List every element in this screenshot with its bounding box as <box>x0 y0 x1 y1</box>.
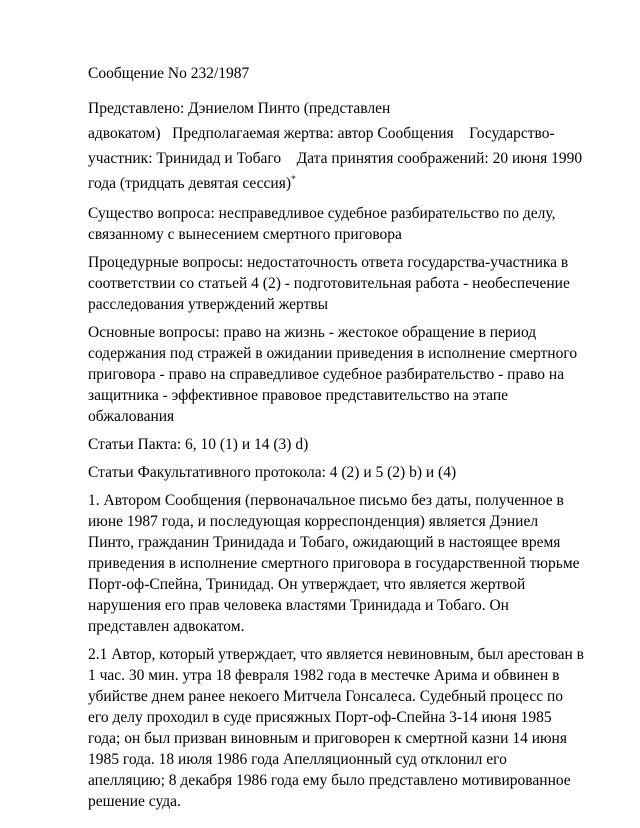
covenant-articles <box>88 434 600 455</box>
text-line <box>88 171 600 196</box>
text-line <box>88 434 600 455</box>
text-line <box>88 146 600 171</box>
text-run: Сообщение No 232/1987 <box>88 65 250 82</box>
text-run: адвокатом) Предполагаемая жертва: автор Сообщения Государство- <box>88 125 555 142</box>
text-run: года (тридцать девятая сессия) <box>88 175 291 192</box>
communication-number <box>88 61 600 86</box>
substantive-issues <box>88 322 600 427</box>
text-run: Порт-оф-Спейна, Тринидад. Он утверждает, что является жертвой <box>88 576 526 593</box>
text-line <box>88 322 600 343</box>
text-run: представлен адвокатом. <box>88 618 245 635</box>
case-metadata <box>88 96 600 196</box>
text-run: Статьи Факультативного протокола: 4 (2) и 5 (2) b) и (4) <box>88 464 457 481</box>
text-run: 2.1 Автор, который утверждает, что является невиновным, был арестован в <box>88 646 584 663</box>
text-line <box>88 644 600 665</box>
text-line <box>88 490 600 511</box>
text-run: года; он был призван виновным и приговорен к смертной казни 14 июня <box>88 730 567 747</box>
text-run: содержания под стражей в ожидании приведения в исполнение смертного <box>88 345 578 362</box>
text-line <box>88 749 600 770</box>
text-line <box>88 686 600 707</box>
text-run: Пинто, гражданин Тринидада и Тобаго, ожидающий в настоящее время <box>88 534 561 551</box>
text-run: Существо вопроса: несправедливое судебное разбирательство по делу, <box>88 205 556 222</box>
text-line <box>88 273 600 294</box>
subject-matter <box>88 203 600 245</box>
text-line <box>88 364 600 385</box>
text-run: решение суда. <box>88 793 181 810</box>
paragraph-1 <box>88 490 600 637</box>
text-line <box>88 728 600 749</box>
text-line <box>88 770 600 791</box>
text-run: Представлено: Дэниелом Пинто (представлен <box>88 100 391 117</box>
footnote-marker: * <box>291 173 296 185</box>
text-run: приведения в исполнение смертного приговора в государственной тюрьме <box>88 555 580 572</box>
text-run: соответствии со статьей 4 (2) - подготовительная работа - необеспечение <box>88 275 570 292</box>
text-line <box>88 343 600 364</box>
text-run: Основные вопросы: право на жизнь - жестокое обращение в период <box>88 324 537 341</box>
text-line <box>88 665 600 686</box>
text-line <box>88 385 600 406</box>
text-line <box>88 616 600 637</box>
text-line <box>88 574 600 595</box>
text-line <box>88 511 600 532</box>
text-run: приговора - право на справедливое судебное разбирательство - право на <box>88 366 565 383</box>
paragraph-2-1 <box>88 644 600 812</box>
text-line <box>88 406 600 427</box>
text-run: связанному с вынесением смертного приговора <box>88 226 402 243</box>
text-line <box>88 595 600 616</box>
text-line <box>88 121 600 146</box>
text-run: апелляцию; 8 декабря 1986 года ему было представлено мотивированное <box>88 772 571 789</box>
text-run: расследования утверждений жертвы <box>88 296 329 313</box>
text-line <box>88 553 600 574</box>
text-run: убийстве днем ранее некоего Митчела Гонсалеса. Судебный процесс по <box>88 688 564 705</box>
text-line <box>88 791 600 812</box>
text-run: 1985 года. 18 июля 1986 года Апелляционный суд отклонил его <box>88 751 507 768</box>
optional-protocol-articles <box>88 462 600 483</box>
document-body <box>88 61 600 812</box>
text-line <box>88 532 600 553</box>
text-line <box>88 462 600 483</box>
text-run: 1. Автором Сообщения (первоначальное письмо без даты, полученное в <box>88 492 564 509</box>
procedural-issues <box>88 252 600 315</box>
text-run: Процедурные вопросы: недостаточность ответа государства-участника в <box>88 254 569 271</box>
text-run: его делу проходил в суде присяжных Порт-оф-Спейна 3-14 июня 1985 <box>88 709 552 726</box>
text-line <box>88 61 600 86</box>
text-line <box>88 224 600 245</box>
text-run: июне 1987 года, и последующая корреспонденция) является Дэниел <box>88 513 539 530</box>
text-line <box>88 252 600 273</box>
text-run: нарушения его прав человека властями Тринидада и Тобаго. Он <box>88 597 509 614</box>
text-line <box>88 294 600 315</box>
text-line <box>88 707 600 728</box>
text-run: 1 час. 30 мин. утра 18 февраля 1982 года в местечке Арима и обвинен в <box>88 667 560 684</box>
text-run: защитника - эффективное правовое представительство на этапе <box>88 387 509 404</box>
text-line <box>88 96 600 121</box>
text-run: участник: Тринидад и Тобаго Дата принятия соображений: 20 июня 1990 <box>88 150 583 167</box>
text-line <box>88 203 600 224</box>
text-run: Статьи Пакта: 6, 10 (1) и 14 (3) d) <box>88 436 309 453</box>
text-run: обжалования <box>88 408 175 425</box>
